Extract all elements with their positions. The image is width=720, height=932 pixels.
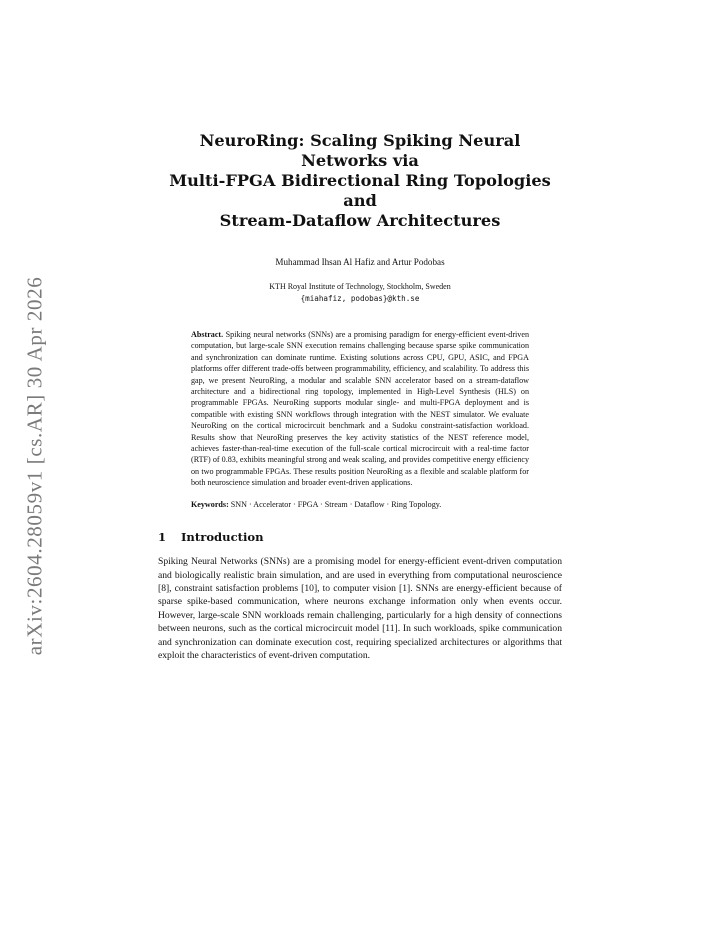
paper-title [158, 131, 562, 231]
keywords [191, 499, 529, 510]
abstract-text: Spiking neural networks (SNNs) are a promising paradigm for energy-efficient event-driven computation, but large-scale SNN execution remains challenging because sparse spike communication and synchronization can dominate runtime. Existing solutions across CPU, GPU, ASIC, and FPGA platforms offer different trade-offs between programmability, efficiency, and scalability. To address this gap, we present NeuroRing, a modular and scalable SNN accelerator based on a stream-dataflow architecture and a bidirectional ring topology, implemented in High-Level Synthesis (HLS) on programmable FPGAs. NeuroRing supports modular single- and multi-FPGA deployment and is compatible with existing SNN workflows through integration with the NEST simulator. We evaluate NeuroRing on the cortical microcircuit benchmark and a Sudoku constraint-satisfaction workload. Results show that NeuroRing preserves the key activity statistics of the NEST reference model, achieves faster-than-real-time execution of the full-scale cortical microcircuit with a real-time factor (RTF) of 0.83, exhibits meaningful strong and weak scaling, and provides competitive energy efficiency on two programmable FPGAs. These results position NeuroRing as a flexible and scalable platform for both neuroscience simulation and broader event-driven applications. [191, 330, 529, 488]
section-title: Introduction [181, 530, 264, 545]
arxiv-identifier-stamp: arXiv:2604.28059v1 [cs.AR] 30 Apr 2026 [22, 276, 47, 656]
paper-first-page [158, 131, 562, 662]
introduction-paragraph: Spiking Neural Networks (SNNs) are a promising model for energy-efficient event-driven computation and biologically realistic brain simulation, and are used in everything from computational neuroscience [8], constraint satisfaction problems [10], to computer vision [1]. SNNs are energy-efficient because of sparse spike-based communication, where neurons exchange information only when events occur. However, large-scale SNN workloads remain challenging, particularly for a high density of connections between neurons, such as the cortical microcircuit model [11]. In such workloads, spike communication and synchronization can dominate execution cost, requiring specialized architectures or algorithms that exploit the characteristics of event-driven computation. [158, 556, 562, 661]
title-line: Multi-FPGA Bidirectional Ring Topologies and [169, 171, 551, 210]
title-line: NeuroRing: Scaling Spiking Neural Networks via [199, 131, 521, 170]
keywords-label: Keywords: [191, 499, 229, 509]
affiliation-block [158, 281, 562, 305]
title-line: Stream-Dataflow Architectures [219, 211, 501, 230]
affiliation: KTH Royal Institute of Technology, Stockholm, Sweden [269, 282, 451, 291]
abstract-label: Abstract. [191, 330, 224, 339]
keywords-text: SNN · Accelerator · FPGA · Stream · Dataflow · Ring Topology. [230, 499, 442, 509]
author-list: Muhammad Ihsan Al Hafiz and Artur Podobas [275, 257, 445, 267]
author-email: {miahafiz, podobas}@kth.se [300, 294, 420, 303]
section-number: 1 [158, 530, 167, 545]
abstract [191, 329, 529, 489]
section-heading [158, 530, 562, 544]
